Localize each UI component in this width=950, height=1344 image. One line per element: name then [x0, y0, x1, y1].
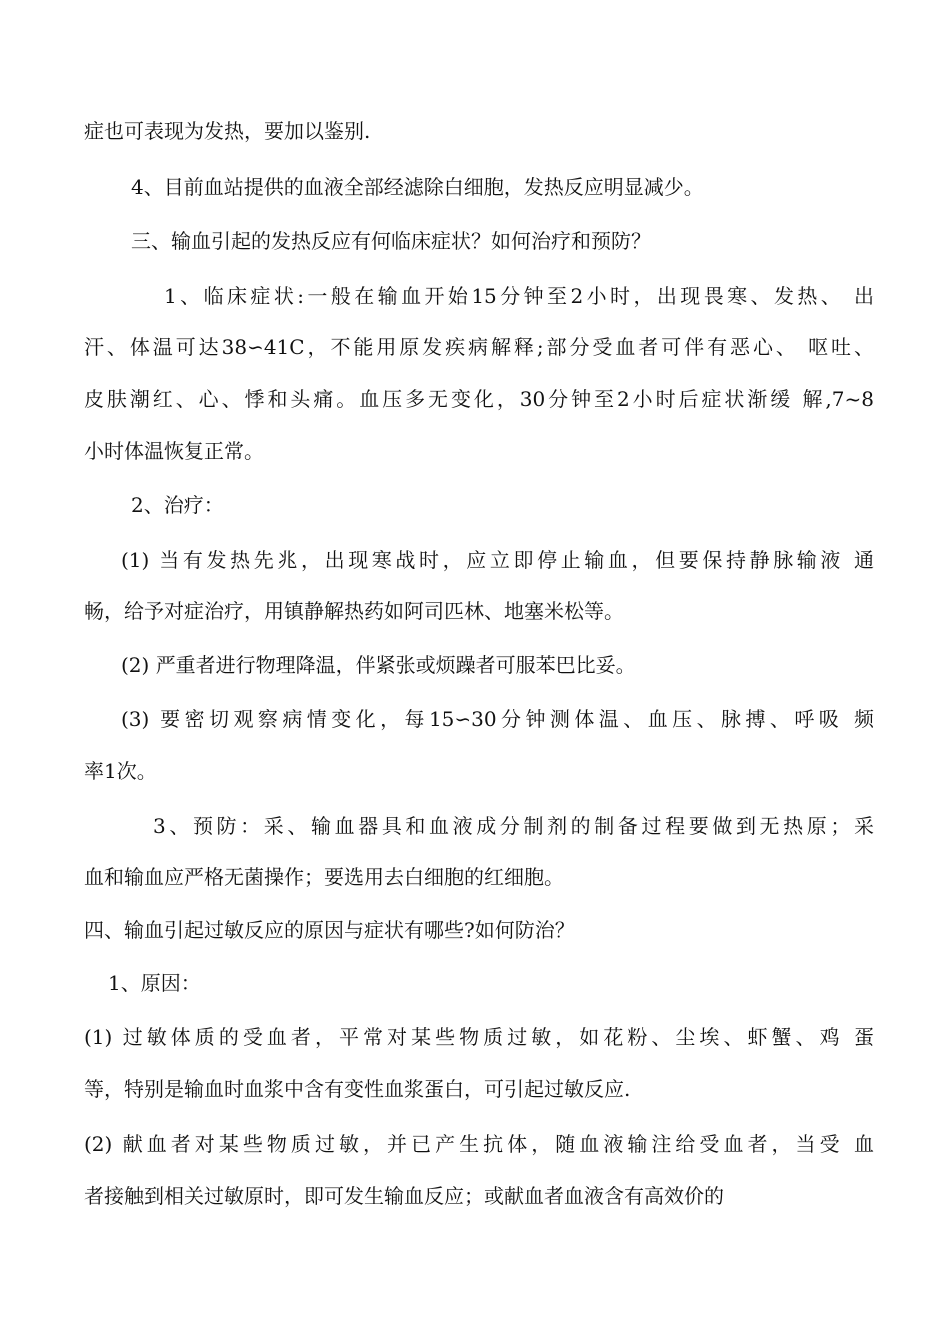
text-line: 皮肤潮红、心、悸和头痛。血压多无变化，30分钟至2小时后症状渐缓 解,7~8 [84, 387, 874, 411]
text-line: 率1次。 [84, 759, 157, 783]
text-line: 1、临床症状:一般在输血开始15分钟至2小时，出现畏寒、发热、 出 [164, 284, 874, 308]
text-line: (3) 要密切观察病情变化，每15∽30分钟测体温、血压、脉搏、呼吸 频 [121, 707, 874, 731]
text-line: (1) 当有发热先兆，出现寒战时，应立即停止输血，但要保持静脉输液 通 [121, 548, 874, 572]
section-heading: 三、输血引起的发热反应有何临床症状？如何治疗和预防？ [131, 229, 651, 253]
text-line: 汗、体温可达38∽41C，不能用原发疾病解释;部分受血者可伴有恶心、 呕吐、 [84, 335, 874, 359]
text-line: (2) 严重者进行物理降温，伴紧张或烦躁者可服苯巴比妥。 [121, 653, 636, 677]
subheading: 1、原因： [108, 971, 201, 995]
text-line: 3、预防：采、输血器具和血液成分制剂的制备过程要做到无热原；采 [153, 814, 874, 838]
text-line: 小时体温恢复正常。 [84, 439, 264, 463]
text-line: 等，特别是输血时血浆中含有变性血浆蛋白，可引起过敏反应. [84, 1077, 631, 1101]
text-line: 血和输血应严格无菌操作；要选用去白细胞的红细胞。 [84, 865, 564, 889]
text-line: (1) 过敏体质的受血者，平常对某些物质过敏，如花粉、尘埃、虾蟹、鸡 蛋 [84, 1025, 874, 1049]
subheading: 2、治疗： [131, 493, 224, 517]
section-heading: 四、输血引起过敏反应的原因与症状有哪些?如何防治？ [84, 918, 575, 942]
text-line: 症也可表现为发热，要加以鉴别. [84, 119, 371, 143]
text-line: 4、目前血站提供的血液全部经滤除白细胞，发热反应明显减少。 [131, 175, 704, 199]
text-line: 者接触到相关过敏原时，即可发生输血反应；或献血者血液含有高效价的 [84, 1184, 724, 1208]
text-line: (2) 献血者对某些物质过敏，并已产生抗体，随血液输注给受血者，当受 血 [84, 1132, 874, 1156]
text-line: 畅，给予对症治疗，用镇静解热药如阿司匹林、地塞米松等。 [84, 599, 624, 623]
